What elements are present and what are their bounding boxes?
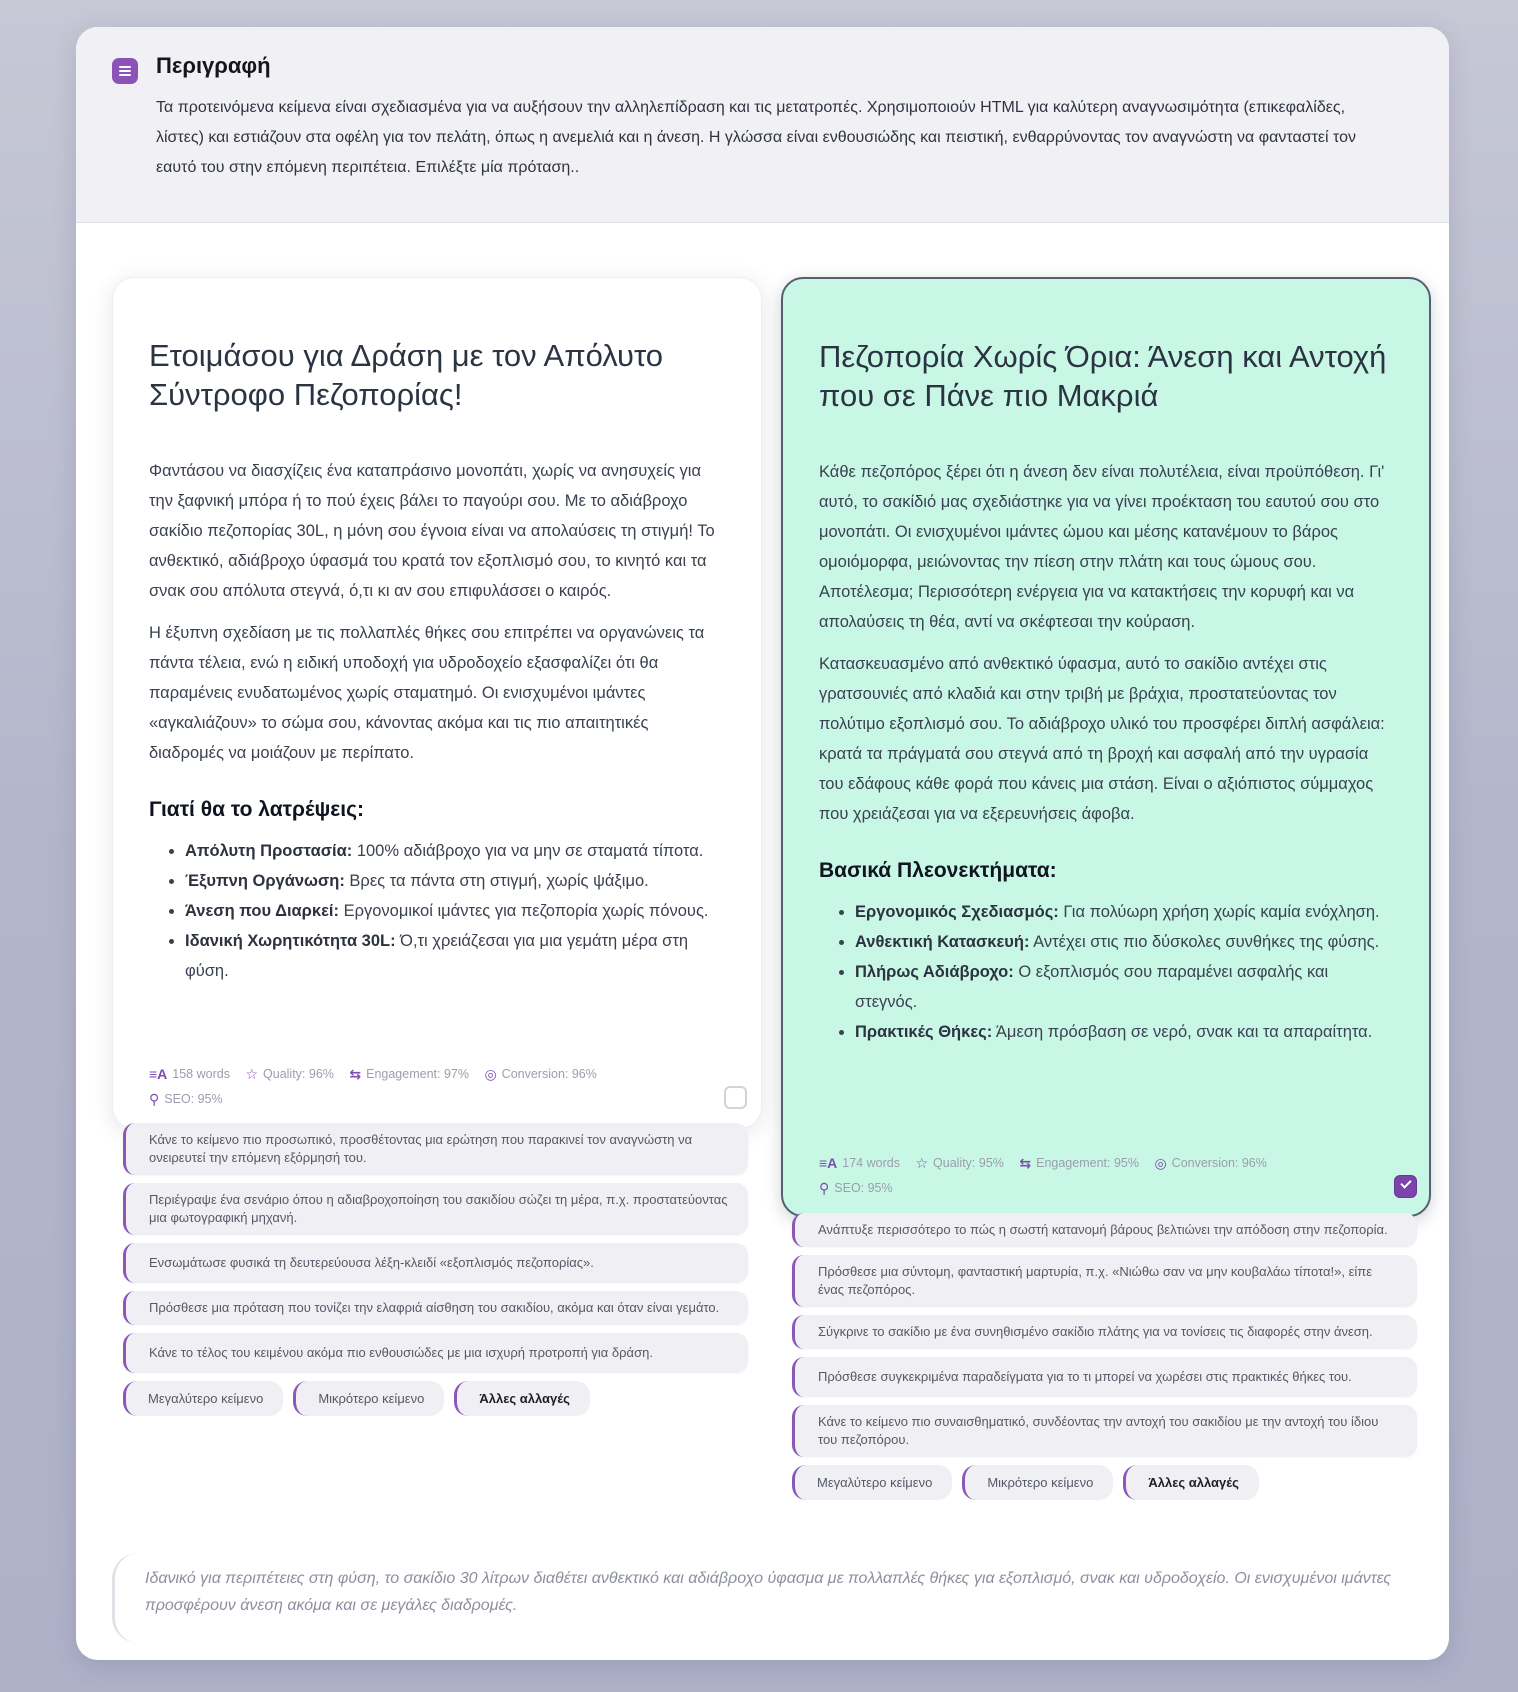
main-panel xyxy=(76,27,1449,1660)
target-icon: ◎ xyxy=(1154,1155,1167,1171)
search-icon: ⚲ xyxy=(149,1091,160,1107)
seo-score: ⚲ SEO: 95% xyxy=(819,1176,893,1200)
text-length-icon: ≡A xyxy=(819,1155,838,1171)
description-title: Περιγραφή xyxy=(156,53,271,78)
quality-score: ☆ Quality: 96% xyxy=(245,1062,333,1086)
benefit-item: • Εργονομικός Σχεδιασμός: Για πολύωρη χρήση χωρίς καμία ενόχληση. xyxy=(855,897,1393,927)
word-count: ≡A 158 words xyxy=(149,1062,230,1086)
shorter-text-button[interactable]: Μικρότερο κείμενο xyxy=(293,1381,444,1416)
text-option-card-1[interactable] xyxy=(112,277,762,1129)
benefit-item: • Ανθεκτική Κατασκευή: Αντέχει στις πιο δύσκολες συνθήκες της φύσης. xyxy=(855,927,1393,957)
target-icon: ◎ xyxy=(484,1066,497,1082)
suggestions-card-2 xyxy=(792,1213,1417,1500)
longer-text-button[interactable]: Μεγαλύτερο κείμενο xyxy=(123,1381,283,1416)
star-icon: ☆ xyxy=(915,1155,929,1171)
conversion-score: ◎ Conversion: 96% xyxy=(1154,1151,1266,1175)
suggestion-chip[interactable]: Πρόσθεσε μια πρόταση που τονίζει την ελαφριά αίσθηση του σακιδίου, ακόμα και όταν είναι γεμάτο. xyxy=(123,1291,748,1325)
benefit-item: • Ιδανική Χωρητικότητα 30L: Ό,τι χρειάζεσαι για μια γεμάτη μέρα στη φύση. xyxy=(185,926,725,986)
benefits-list xyxy=(149,836,725,986)
action-buttons xyxy=(792,1465,1417,1500)
swap-arrows-icon: ⇆ xyxy=(1019,1155,1032,1171)
other-changes-button[interactable]: Άλλες αλλαγές xyxy=(1123,1465,1259,1500)
longer-text-button[interactable]: Μεγαλύτερο κείμενο xyxy=(792,1465,952,1500)
card-paragraph: Κατασκευασμένο από ανθεκτικό ύφασμα, αυτό το σακίδιο αντέχει στις γρατσουνιές από κλαδιά και στην τριβή με βράχια, προστατεύοντας τον πολύτιμο εξοπλισμό σου. Το αδιάβροχο υλικό του προσφέρει διπλή ασφάλεια: κρατά τα πράγματά σου στεγνά από τη βροχή και ασφαλή από την υγρασία του εδάφους κάθε φορά που κάνεις μια στάση. Είναι ο αξιόπιστος σύμμαχος που χρειάζεσαι για να εξερευνήσεις άφοβα. xyxy=(819,655,1385,823)
shorter-text-button[interactable]: Μικρότερο κείμενο xyxy=(962,1465,1113,1500)
card-paragraph: Φαντάσου να διασχίζεις ένα καταπράσινο μονοπάτι, χωρίς να ανησυχείς για την ξαφνική μπόρα ή το πού έχεις βάλει το παγούρι σου. Με το αδιάβροχο σακίδιο πεζοπορίας 30L, η μόνη σου έγνοια είναι να απολαύσεις τη στιγμή! Το ανθεκτικό, αδιάβροχο ύφασμά του κρατά τον εξοπλισμό σου, το κινητό και τα σνακ σου απόλυτα στεγνά, ό,τι κι αν σου επιφυλάσσει ο καιρός. xyxy=(149,462,715,600)
text-length-icon: ≡A xyxy=(149,1066,168,1082)
seo-score: ⚲ SEO: 95% xyxy=(149,1087,223,1111)
suggestion-chip[interactable]: Κάνε το κείμενο πιο συναισθηματικό, συνδέοντας την αντοχή του σακιδίου με την αντοχή του ίδιου του πεζοπόρου. xyxy=(792,1405,1417,1457)
check-icon xyxy=(1400,1177,1411,1188)
benefit-item: • Πλήρως Αδιάβροχο: Ο εξοπλισμός σου παραμένει ασφαλής και στεγνός. xyxy=(855,957,1393,1017)
card-stats xyxy=(819,1151,1319,1201)
swap-arrows-icon: ⇆ xyxy=(349,1066,362,1082)
card-title: Ετοιμάσου για Δράση με τον Απόλυτο Σύντροφο Πεζοπορίας! xyxy=(149,338,664,412)
other-changes-button[interactable]: Άλλες αλλαγές xyxy=(454,1381,590,1416)
suggestion-chip[interactable]: Περιέγραψε ένα σενάριο όπου η αδιαβροχοποίηση του σακιδίου σώζει τη μέρα, π.χ. προστατεύοντας μια φωτογραφική μηχανή. xyxy=(123,1183,748,1235)
star-icon: ☆ xyxy=(245,1066,259,1082)
description-text: Τα προτεινόμενα κείμενα είναι σχεδιασμένα για να αυξήσουν την αλληλεπίδραση και τις μετατροπές. Χρησιμοποιούν HTML για καλύτερη αναγνωσιμότητα (επικεφαλίδες, λίστες) και εστιάζουν στα οφέλη για τον πελάτη, όπως η ανεμελιά και η άνεση. Η γλώσσα είναι ενθουσιώδης και πειστική, ενθαρρύνοντας τον αναγνώστη να φανταστεί τον εαυτό του στην επόμενη περιπέτεια. Επιλέξτε μία πρόταση.. xyxy=(156,99,1357,176)
card-subheading: Βασικά Πλεονεκτήματα: xyxy=(819,859,1057,882)
summary-quote: Ιδανικό για περιπέτειες στη φύση, το σακίδιο 30 λίτρων διαθέτει ανθεκτικό και αδιάβροχο ύφασμα με πολλαπλές θήκες για εξοπλισμό, σνακ και υδροδοχείο. Οι ενισχυμένοι ιμάντες προσφέρουν άνεση ακόμα και σε μεγάλες διαδρομές. xyxy=(112,1553,1412,1643)
card-stats xyxy=(149,1062,649,1112)
suggestion-chip[interactable]: Πρόσθεσε μια σύντομη, φανταστική μαρτυρία, π.χ. «Νιώθω σαν να μην κουβαλάω τίποτα!», είπε ένας πεζοπόρος. xyxy=(792,1255,1417,1307)
suggestion-chip[interactable]: Ενσωμάτωσε φυσικά τη δευτερεύουσα λέξη-κλειδί «εξοπλισμός πεζοπορίας». xyxy=(123,1243,748,1283)
benefit-item: • Απόλυτη Προστασία: 100% αδιάβροχο για να μην σε σταματά τίποτα. xyxy=(185,836,725,866)
select-checkbox[interactable] xyxy=(724,1086,747,1109)
benefit-item: • Πρακτικές Θήκες: Άμεση πρόσβαση σε νερό, σνακ και τα απαραίτητα. xyxy=(855,1017,1393,1047)
conversion-score: ◎ Conversion: 96% xyxy=(484,1062,596,1086)
action-buttons xyxy=(123,1381,748,1416)
document-lines-icon xyxy=(112,58,138,84)
suggestion-chip[interactable]: Κάνε το κείμενο πιο προσωπικό, προσθέτοντας μια ερώτηση που παρακινεί τον αναγνώστη να ονειρευτεί την επόμενη εξόρμησή του. xyxy=(123,1123,748,1175)
card-title: Πεζοπορία Χωρίς Όρια: Άνεση και Αντοχή που σε Πάνε πιο Μακριά xyxy=(819,339,1387,413)
suggestion-chip[interactable]: Κάνε το τέλος του κειμένου ακόμα πιο ενθουσιώδες με μια ισχυρή προτροπή για δράση. xyxy=(123,1333,748,1373)
suggestion-chip[interactable]: Ανάπτυξε περισσότερο το πώς η σωστή κατανομή βάρους βελτιώνει την απόδοση στην πεζοπορία. xyxy=(792,1213,1417,1247)
card-subheading: Γιατί θα το λατρέψεις: xyxy=(149,798,364,821)
benefit-item: • Έξυπνη Οργάνωση: Βρες τα πάντα στη στιγμή, χωρίς ψάξιμο. xyxy=(185,866,725,896)
suggestion-chip[interactable]: Πρόσθεσε συγκεκριμένα παραδείγματα για το τι μπορεί να χωρέσει στις πρακτικές θήκες του. xyxy=(792,1357,1417,1397)
engagement-score: ⇆ Engagement: 97% xyxy=(349,1062,469,1086)
select-checkbox-checked[interactable] xyxy=(1394,1175,1417,1198)
text-option-card-2[interactable] xyxy=(781,277,1431,1217)
card-paragraph: Κάθε πεζοπόρος ξέρει ότι η άνεση δεν είναι πολυτέλεια, είναι προϋπόθεση. Γι' αυτό, το σακίδιό μας σχεδιάστηκε για να γίνει προέκταση του εαυτού σου στο μονοπάτι. Οι ενισχυμένοι ιμάντες ώμου και μέσης κατανέμουν το βάρος ομοιόμορφα, μειώνοντας την πίεση στην πλάτη και τους ώμους σου. Αποτέλεσμα; Περισσότερη ενέργεια για να κατακτήσεις την κορυφή και να απολαύσεις τη θέα, αντί να σκέφτεσαι την κούραση. xyxy=(819,463,1385,631)
benefit-item: • Άνεση που Διαρκεί: Εργονομικοί ιμάντες για πεζοπορία χωρίς πόνους. xyxy=(185,896,725,926)
word-count: ≡A 174 words xyxy=(819,1151,900,1175)
suggestion-chip[interactable]: Σύγκρινε το σακίδιο με ένα συνηθισμένο σακίδιο πλάτης για να τονίσεις τις διαφορές στην άνεση. xyxy=(792,1315,1417,1349)
engagement-score: ⇆ Engagement: 95% xyxy=(1019,1151,1139,1175)
search-icon: ⚲ xyxy=(819,1180,830,1196)
description-section xyxy=(76,27,1449,223)
suggestions-card-1 xyxy=(123,1123,748,1416)
card-paragraph: Η έξυπνη σχεδίαση με τις πολλαπλές θήκες σου επιτρέπει να οργανώνεις τα πάντα τέλεια, ενώ η ειδική υποδοχή για υδροδοχείο εξασφαλίζει ότι θα παραμένεις ενυδατωμένος χωρίς σταματημό. Οι ενισχυμένοι ιμάντες «αγκαλιάζουν» το σώμα σου, κάνοντας ακόμα και τις πιο απαιτητικές διαδρομές να μοιάζουν με περίπατο. xyxy=(149,624,705,762)
benefits-list xyxy=(819,897,1393,1047)
quality-score: ☆ Quality: 95% xyxy=(915,1151,1003,1175)
